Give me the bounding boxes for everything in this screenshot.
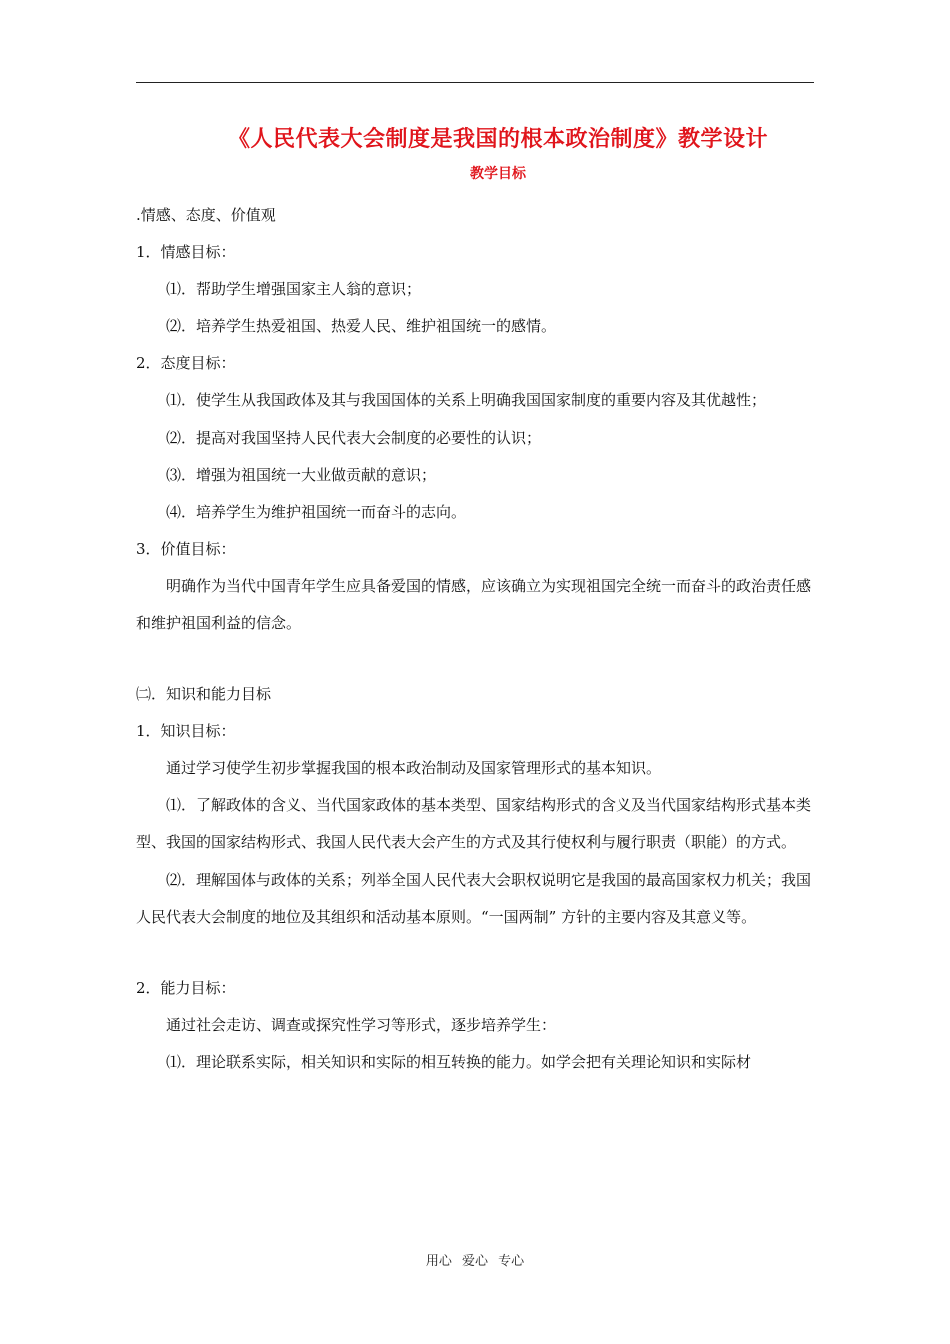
document-title: 《人民代表大会制度是我国的根本政治制度》教学设计 [227, 127, 768, 152]
list-item: ⑴．帮助学生增强国家主人翁的意识； [166, 280, 422, 298]
section-heading: ㈡．知识和能力目标 [136, 684, 272, 703]
list-item: ⑴．理论联系实际，相关知识和实际的相互转换的能力。如学会把有关理论知识和实际材 [166, 1052, 752, 1071]
paragraph: 通过社会走访、调查或探究性学习等形式，逐步培养学生： [166, 1015, 557, 1034]
list-item: ⑵．提高对我国坚持人民代表大会制度的必要性的认识； [166, 428, 542, 447]
paragraph: 明确作为当代中国青年学生应具备爱国的情感，应该确立为实现祖国完全统一而奋斗的政治责任感和维护祖国利益的信念。 [136, 576, 812, 632]
list-item: ⑴．了解政体的含义、当代国家政体的基本类型、国家结构形式的含义及当代国家结构形式基本类型、我国的国家结构形式、我国人民代表大会产生的方式及其行使权利与履行职责（职能）的方式。 [136, 795, 812, 851]
list-item: ⑵．理解国体与政体的关系；列举全国人民代表大会职权说明它是我国的最高国家权力机关；我国人民代表大会制度的地位及其组织和活动基本原则。“一国两制” 方针的主要内容及其意义等。 [136, 870, 812, 926]
subsection-heading: 2．态度目标： [136, 354, 236, 372]
subsection-heading: 1．知识目标： [136, 721, 236, 740]
paragraph: 通过学习使学生初步掌握我国的根本政治制动及国家管理形式的基本知识。 [166, 758, 662, 777]
page-footer: 用心 爱心 专心 [425, 1254, 525, 1269]
subsection-heading: 2．能力目标： [136, 978, 236, 997]
list-item: ⑴．使学生从我国政体及其与我国国体的关系上明确我国国家制度的重要内容及其优越性； [166, 391, 767, 409]
section-heading: .情感、态度、价值观 [136, 206, 276, 224]
list-item: ⑷．培养学生为维护祖国统一而奋斗的志向。 [166, 502, 467, 521]
subsection-heading: 1．情感目标： [136, 243, 236, 261]
subsection-heading: 3．价值目标： [136, 539, 236, 558]
document-body [136, 197, 816, 1081]
list-item: ⑵．培养学生热爱祖国、热爱人民、维护祖国统一的感情。 [166, 317, 557, 335]
section-heading-teaching-goals: 教学目标 [470, 166, 526, 182]
list-item: ⑶．增强为祖国统一大业做贡献的意识； [166, 465, 437, 484]
header-rule [136, 82, 814, 83]
